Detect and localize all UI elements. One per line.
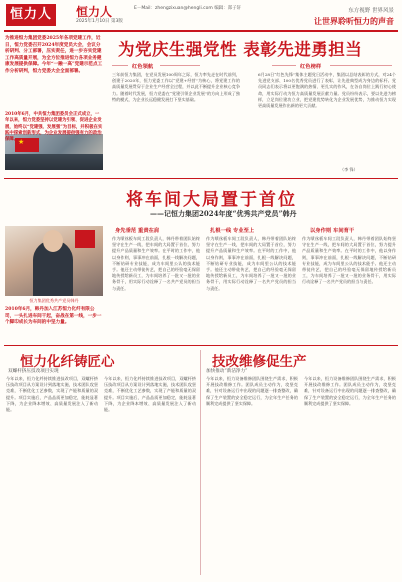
paper-date: 2025年1月10日 第3版 bbox=[76, 19, 123, 24]
article1-body-b: 6月28日“红色先锋”集体主题党日活动中，集团以总结表彰的方式，对24个先进党支部、100名优秀党员进行了表彰，让先进典型成为身边的标杆。党员同志们表示将以更饱满的热情、更扎实的作风，在各自岗位上践行初心使命，用实际行动为恒力高质量发展贡献力量。党员纷纷表示，要以先进为榜样，立足岗位建功立业，把党建优势转化为企业发展优势，为推动恒力实现更高质量发展作出新的更大贡献。 bbox=[258, 72, 396, 109]
section-rule bbox=[330, 65, 392, 66]
section-divider bbox=[4, 345, 398, 346]
section-tag-red-model: 红色榜样 bbox=[300, 64, 322, 70]
contact-info: E－Mail：zhengzixuan@hengli.com 编辑：郑子轩 bbox=[134, 6, 242, 11]
article4-headline: 技改维修促生产 bbox=[212, 354, 307, 370]
article2-body-col3: 作为喷丝板车间工段负责人，韩丹带着团队始终坚守在生产一线，把车间的大局置于首位，努力提升产品质量和生产效率。在平时的工作中，他以身作则，事事冲在前面，扎根一线解决问题，不断钻研专业技能，成为车间里公认的技术能手。他还主动带徒传艺，把自己的经验毫无保留地传授给新员工，为车间培养了一批又一批的业务骨干，用实际行动诠释了一名共产党员的担当与责任。 bbox=[302, 236, 396, 285]
article2-subtag-2: 扎根一线 专业至上 bbox=[210, 228, 255, 234]
article2-photo-caption: 恒力集团优秀共产党员韩丹 bbox=[29, 298, 79, 303]
portrait-photo bbox=[5, 226, 103, 296]
article2-subtag-1: 身先垂范 重责在肩 bbox=[115, 228, 160, 234]
article1-author: （李 锋） bbox=[340, 167, 358, 172]
section-tag-red-lead: 红色领航 bbox=[132, 64, 154, 70]
article4-body-col1: 今年以来，恒力设备维修团队围绕生产需求，积极开展技改维修工作。团队成员主动作为，攻坚克难，针对设备运行中出现的问题逐一排查整改，确保了生产装置的安全稳定运行，为全年生产任务的顺利完成提供了坚实保障。 bbox=[206, 376, 298, 406]
section-rule bbox=[272, 65, 296, 66]
article2-subtag-3: 以身作则 车间育干 bbox=[310, 228, 355, 234]
article2-headline: 将车间大局置于首位 bbox=[126, 190, 297, 210]
article2-lead: 2010年6月，韩丹加入江苏恒力化纤有限公司，一头扎进车间干起，奋战在第一线，一步一个脚印成长为车间的中坚力量。 bbox=[5, 307, 102, 326]
article3-headline: 恒力化纤铸匠心 bbox=[20, 354, 115, 370]
section-rule bbox=[112, 65, 128, 66]
article1-caption: 2010年6月，中共恒力集团委员会正式成立，一年以来，恒力党委坚持以党建为引领、促进企业发展，始终以“党建强、发展强”为目标，并积极在实践中探索创新形式，为企业发展提供强有力的政治保障。 bbox=[5, 112, 103, 143]
section-rule bbox=[160, 65, 200, 66]
article2-body-col1: 作为喷丝板车间工段负责人，韩丹带着团队始终坚守在生产一线，把车间的大局置于首位，努力提升产品质量和生产效率。在平时的工作中，他以身作则，事事冲在前面，扎根一线解决问题，不断钻研专业技能，成为车间里公认的技术能手。他还主动带徒传艺，把自己的经验毫无保留地传授给新员工，为车间培养了一批又一批的业务骨干，用实际行动诠释了一名共产党员的担当与责任。 bbox=[112, 236, 200, 291]
newspaper-logo: 恒力人 bbox=[6, 4, 56, 26]
article1-headline: 为党庆生强党性 表彰先进勇担当 bbox=[118, 40, 363, 59]
article3-byline: 双螺杆挤压技改项目实现 bbox=[8, 369, 59, 374]
article2-subhead: ——记恒力集团2024年度“优秀共产党员”韩丹 bbox=[150, 209, 297, 218]
article3-body-col1: 今年以来，恒力化纤持续推进技改项目，双螺杆挤压技改项目从方案设计到落地实施，技术团队攻坚克难，不断优化工艺参数，实现了产能和质量的双提升。项目实施后，产品品质更加稳定，能耗显著下降，为企业降本增效、高质量发展注入了新动能。 bbox=[6, 376, 98, 413]
masthead bbox=[0, 0, 402, 33]
article3-body-col2: 今年以来，恒力化纤持续推进技改项目，双螺杆挤压技改项目从方案设计到落地实施，技术团队攻坚克难，不断优化工艺参数，实现了产能和质量的双提升。项目实施后，产品品质更加稳定，能耗显著下降，为企业降本增效、高质量发展注入了新动能。 bbox=[104, 376, 196, 413]
article2-body-col2: 作为喷丝板车间工段负责人，韩丹带着团队始终坚守在生产一线，把车间的大局置于首位，努力提升产品质量和生产效率。在平时的工作中，他以身作则，事事冲在前面，扎根一线解决问题，不断钻研专业技能，成为车间里公认的技术能手。他还主动带徒传艺，把自己的经验毫无保留地传授给新员工，为车间培养了一批又一批的业务骨干，用实际行动诠释了一名共产党员的担当与责任。 bbox=[206, 236, 296, 291]
party-meeting-photo: ★ bbox=[5, 134, 103, 170]
column-divider bbox=[200, 350, 201, 575]
article1-lead: 为推进恒力集团党委2025年各项党建工作，近日，恒力党委召开2024年度党员大会，会议分析研判、分工部署，压实责任，进一步夯实党建工作高质量开展，为全方位推进恒力各项业务健康发展提供保障。今年“一融一高”党建示范点工作分析研判，恒力党委大会全面部署。 bbox=[5, 36, 103, 74]
article4-byline: 加快推动“新洁净力” bbox=[206, 369, 248, 374]
article4-body-col2: 今年以来，恒力设备维修团队围绕生产需求，积极开展技改维修工作。团队成员主动作为，攻坚克难，针对设备运行中出现的问题逐一排查整改，确保了生产装置的安全稳定运行，为全年生产任务的顺利完成提供了坚实保障。 bbox=[304, 376, 396, 406]
section-divider bbox=[4, 178, 398, 179]
slogan-main: 让世界聆听恒力的声音 bbox=[314, 16, 394, 26]
slogan-top: 东方视野 世界风景 bbox=[348, 8, 394, 14]
masthead-rule bbox=[4, 30, 398, 32]
paper-name: 恒力人 bbox=[76, 5, 113, 19]
article1-body-a: 三年前恒力集团，在党员发展100周年之际，恒力率先走在时代前列，创建于2020年，恒力党委工作以“党建+经营”为核心，将党建工作的高质量发展贯穿于企业生产经营全过程，并以此不断提升企业核心竞争力。随着时代发展，恒力党委在“党建引领企业发展”的方向上形成了独特的模式，为企业长远稳健发展打下坚实基础。 bbox=[112, 72, 240, 102]
